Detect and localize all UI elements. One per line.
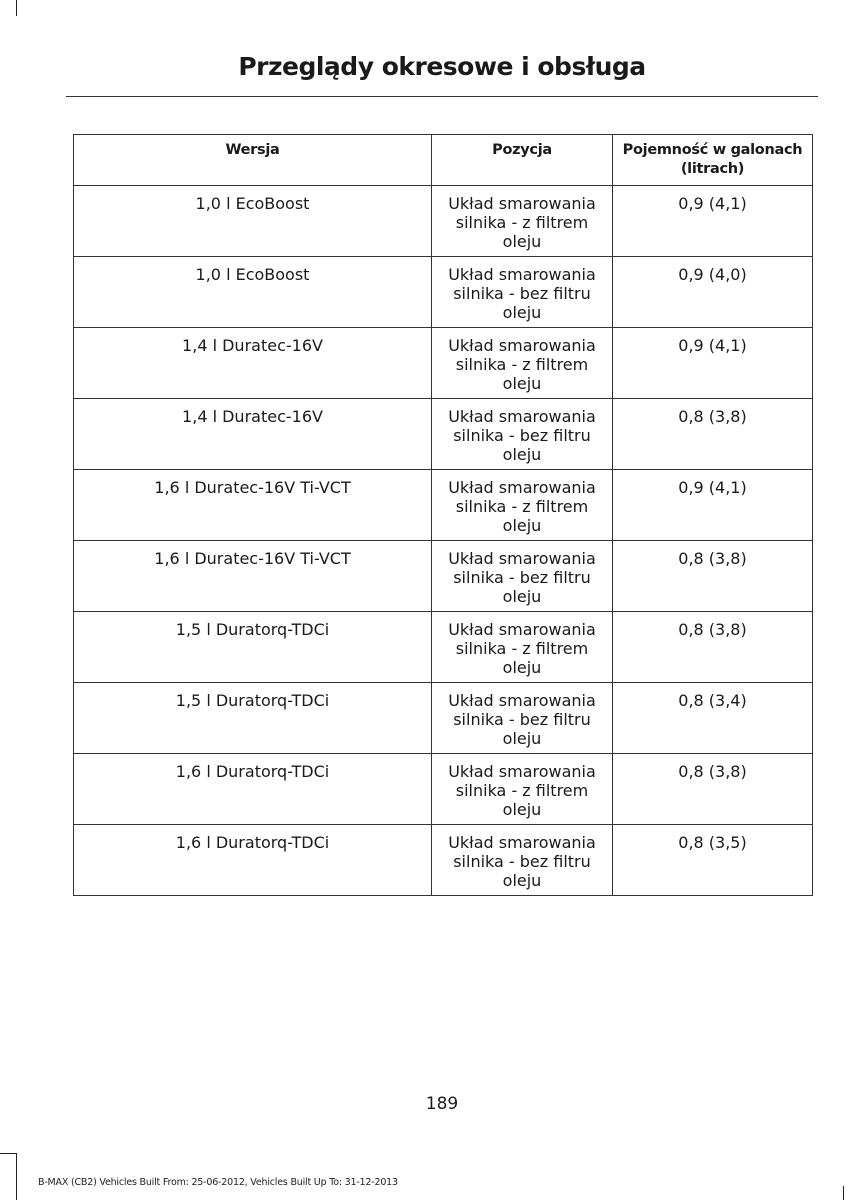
table-row (74, 328, 813, 399)
cell-capacity: 0,8 (3,8) (613, 399, 813, 470)
page-number: 189 (425, 1094, 459, 1114)
oil-capacity-table (73, 134, 813, 896)
cell-version: 1,6 l Duratec-16V Ti-VCT (74, 470, 432, 541)
cell-position: Układ smarowania silnika - bez filtru oleju (432, 825, 613, 896)
cell-capacity: 0,9 (4,1) (613, 328, 813, 399)
table-row (74, 470, 813, 541)
cell-version: 1,4 l Duratec-16V (74, 399, 432, 470)
table-row (74, 399, 813, 470)
cell-capacity: 0,8 (3,8) (613, 541, 813, 612)
table-row (74, 754, 813, 825)
cell-version: 1,5 l Duratorq-TDCi (74, 683, 432, 754)
cell-capacity: 0,8 (3,5) (613, 825, 813, 896)
table-row (74, 186, 813, 257)
cell-capacity: 0,9 (4,1) (613, 186, 813, 257)
cell-version: 1,6 l Duratec-16V Ti-VCT (74, 541, 432, 612)
cell-version: 1,0 l EcoBoost (74, 257, 432, 328)
cell-capacity: 0,9 (4,1) (613, 470, 813, 541)
cell-position: Układ smarowania silnika - z filtrem oleju (432, 612, 613, 683)
footer-vehicle-info: B-MAX (CB2) Vehicles Built From: 25-06-2012, Vehicles Built Up To: 31-12-2013 (38, 1177, 398, 1188)
table-row (74, 612, 813, 683)
title-divider (66, 96, 818, 97)
cell-position: Układ smarowania silnika - bez filtru oleju (432, 399, 613, 470)
cell-capacity: 0,8 (3,8) (613, 754, 813, 825)
cell-capacity: 0,8 (3,8) (613, 612, 813, 683)
crop-mark-top-left (16, 0, 17, 16)
crop-mark-bottom-right (843, 1186, 844, 1200)
table-row (74, 541, 813, 612)
table-row (74, 257, 813, 328)
crop-mark-bottom-left-h (0, 1153, 16, 1154)
page-title: Przeglądy okresowe i obsługa (238, 52, 646, 81)
cell-version: 1,6 l Duratorq-TDCi (74, 754, 432, 825)
cell-position: Układ smarowania silnika - z filtrem oleju (432, 754, 613, 825)
cell-capacity: 0,8 (3,4) (613, 683, 813, 754)
table-header-row (74, 135, 813, 186)
crop-mark-bottom-left (16, 1153, 17, 1200)
table-row (74, 683, 813, 754)
column-header-version: Wersja (74, 135, 432, 186)
column-header-position: Pozycja (432, 135, 613, 186)
column-header-capacity: Pojemność w galonach (litrach) (613, 135, 813, 186)
cell-position: Układ smarowania silnika - z filtrem oleju (432, 328, 613, 399)
cell-position: Układ smarowania silnika - bez filtru oleju (432, 541, 613, 612)
cell-version: 1,6 l Duratorq-TDCi (74, 825, 432, 896)
cell-position: Układ smarowania silnika - bez filtru oleju (432, 257, 613, 328)
cell-version: 1,4 l Duratec-16V (74, 328, 432, 399)
cell-version: 1,5 l Duratorq-TDCi (74, 612, 432, 683)
cell-position: Układ smarowania silnika - bez filtru oleju (432, 683, 613, 754)
cell-position: Układ smarowania silnika - z filtrem oleju (432, 186, 613, 257)
cell-version: 1,0 l EcoBoost (74, 186, 432, 257)
cell-position: Układ smarowania silnika - z filtrem oleju (432, 470, 613, 541)
cell-capacity: 0,9 (4,0) (613, 257, 813, 328)
table-row (74, 825, 813, 896)
